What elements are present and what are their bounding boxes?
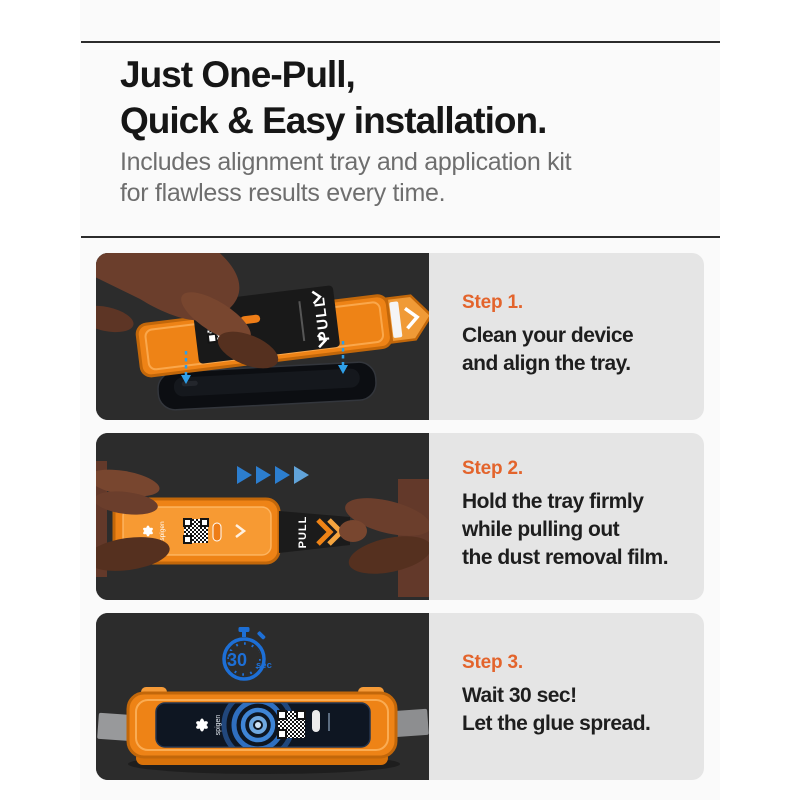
step1-line-1: Clean your device [462, 323, 634, 347]
step2-illustration [96, 433, 429, 600]
title-line-2: Quick & Easy installation. [120, 100, 547, 141]
pull-label: PULL [297, 515, 309, 549]
qr-code-icon [184, 519, 208, 543]
mid-divider [81, 236, 720, 238]
step2-label: Step 2. [462, 457, 523, 479]
alignment-tray-illustration [128, 687, 396, 765]
spigen-wordmark: spigen [159, 521, 166, 541]
top-divider [81, 41, 720, 43]
page-title [120, 52, 700, 144]
step3-illustration [96, 613, 429, 780]
step3-text-panel [429, 613, 704, 780]
step1-label: Step 1. [462, 291, 523, 313]
spigen-wordmark: spigen [215, 714, 222, 736]
step1-illustration [96, 253, 429, 420]
step3-label: Step 3. [462, 651, 523, 673]
step1-line-2: and align the tray. [462, 351, 631, 375]
qr-code-icon [278, 711, 305, 738]
page-subtitle [120, 147, 700, 209]
orange-badge [213, 523, 221, 541]
pull-label: PULL [310, 295, 334, 343]
stopwatch-value: 30 [226, 650, 248, 670]
step2-line-3: the dust removal film. [462, 545, 669, 569]
step3-line-2: Let the glue spread. [462, 711, 651, 735]
step3-panel [96, 613, 704, 780]
step2-line-1: Hold the tray firmly [462, 489, 644, 513]
white-badge [312, 710, 320, 732]
phone-camera-pill [182, 381, 198, 387]
step2-text-panel [429, 433, 704, 600]
step2-line-2: while pulling out [462, 517, 620, 541]
step2-panel [96, 433, 704, 600]
fine-print-line [328, 713, 330, 731]
step3-line-1: Wait 30 sec! [462, 683, 577, 707]
stopwatch-unit: sec [256, 660, 272, 671]
subtitle-line-2: for flawless results every time. [120, 179, 446, 207]
step1-text-panel [429, 253, 704, 420]
subtitle-line-1: Includes alignment tray and application kit [120, 148, 572, 176]
step1-panel [96, 253, 704, 420]
title-line-1: Just One-Pull, [120, 54, 355, 95]
